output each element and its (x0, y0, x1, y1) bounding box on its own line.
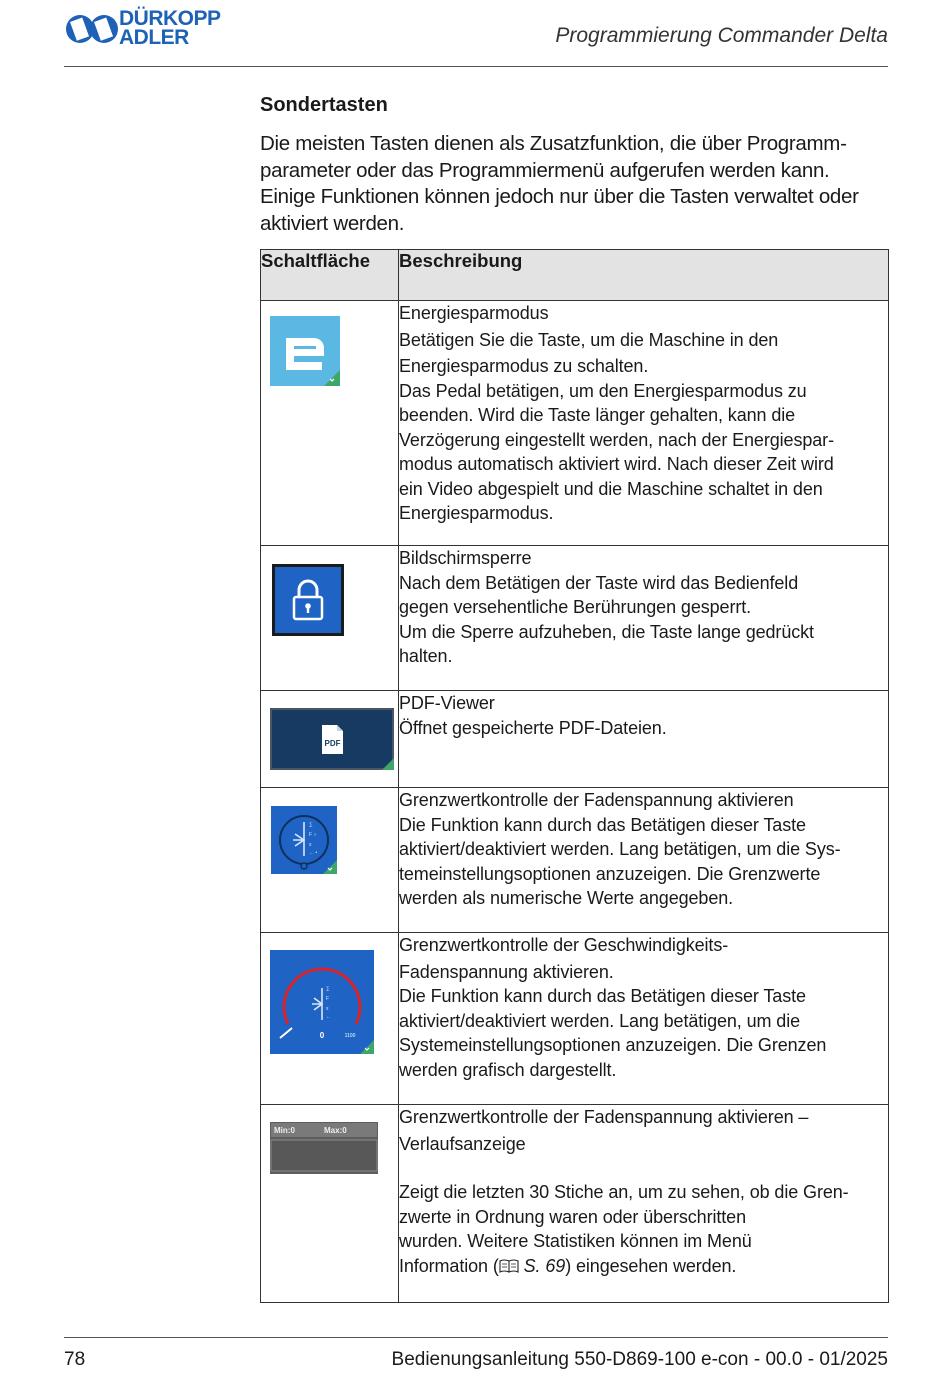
svg-text:← •: ← • (309, 850, 318, 856)
manual-reference: Bedienungsanleitung 550-D869-100 e-con - 00.0 - 01/2025 (391, 1349, 888, 1370)
function-name: Grenzwertkontrolle der Fadenspannung aktivieren – (399, 1107, 809, 1127)
description-line: halten. (399, 646, 453, 666)
column-header-description: Beschreibung (399, 250, 889, 301)
svg-text:F: F (326, 996, 330, 1002)
description-cell (399, 1105, 889, 1303)
logo-line1: DÜRKOPP (119, 7, 221, 30)
icon-cell (261, 933, 399, 1105)
description-line: beenden. Wird die Taste länger gehalten, kann die (399, 405, 796, 425)
thread-tension-limit-icon (271, 806, 337, 874)
spacer (399, 1156, 888, 1180)
icon-cell (261, 691, 399, 788)
description-line: werden grafisch dargestellt. (399, 1059, 617, 1080)
history-max-label: Max:0 (324, 1126, 347, 1135)
gauge-min-label: 0 (319, 1031, 325, 1040)
description-line: temeinstellungsoptionen anzuzeigen. Die Grenzwerte (399, 863, 821, 884)
description-line: Das Pedal betätigen, um den Energiesparmodus zu (399, 380, 807, 401)
description-line: werden als numerische Werte angegeben. (399, 888, 734, 908)
function-name: Grenzwertkontrolle der Geschwindigkeits- (399, 935, 729, 955)
svg-text:←: ← (326, 1014, 331, 1020)
function-name: Grenzwertkontrolle der Fadenspannung aktivieren (399, 790, 794, 810)
table-row (261, 933, 889, 1105)
description-line: wurden. Weitere Statistiken können im Menü (399, 1231, 752, 1251)
header-divider (64, 66, 888, 67)
intro-line: aktiviert werden. (260, 211, 405, 235)
icon-cell (261, 546, 399, 691)
description-line: Die Funktion kann durch das Betätigen dieser Taste (399, 986, 806, 1006)
description-cell (399, 788, 889, 933)
description-line: gegen versehentliche Berührungen gesperrt. (399, 597, 752, 617)
description-line: Um die Sperre aufzuheben, die Taste lange gedrückt (399, 621, 814, 642)
description-line: aktiviert/deaktiviert werden. Lang betätigen, um die (399, 1010, 801, 1031)
description-cell (399, 546, 889, 691)
description-cell (399, 933, 889, 1105)
icon-cell (261, 1105, 399, 1303)
function-name: PDF-Viewer (399, 693, 495, 713)
special-keys-table (260, 249, 889, 1303)
description-line: zwerte in Ordnung waren oder überschritten (399, 1206, 746, 1227)
page-number: 78 (64, 1349, 86, 1370)
table-row (261, 691, 889, 788)
intro-line: Die meisten Tasten dienen als Zusatzfunktion, die über Programm- (260, 132, 847, 155)
ref-prefix: Information ( (399, 1255, 499, 1276)
description-line: Öffnet gespeicherte PDF-Dateien. (399, 717, 667, 738)
footer-divider (64, 1337, 888, 1338)
speed-thread-tension-gauge-icon (270, 950, 374, 1054)
screen-lock-icon (272, 564, 344, 636)
pdf-viewer-icon (270, 708, 394, 770)
function-name: Energiesparmodus (399, 303, 549, 323)
table-row (261, 546, 889, 691)
description-line: Energiesparmodus zu schalten. (399, 356, 649, 376)
history-display-icon (270, 1122, 378, 1174)
svg-text:F ○: F ○ (309, 832, 317, 838)
function-name-cont: Verlaufsanzeige (399, 1133, 526, 1154)
intro-line: parameter oder das Programmiermenü aufgerufen werden kann. (260, 158, 830, 182)
description-line: Energiesparmodus. (399, 503, 554, 523)
page-reference-link[interactable]: S. 69 (518, 1255, 566, 1276)
logo-text (119, 9, 221, 47)
description-line: modus automatisch aktiviert wird. Nach dieser Zeit wird (399, 454, 834, 474)
description-line: ein Video abgespielt und die Maschine schaltet in den (399, 478, 823, 499)
gauge-max-label: 1100 (344, 1033, 356, 1039)
column-header-button: Schaltfläche (261, 250, 399, 301)
section-title: Sondertasten (260, 94, 388, 116)
description-cell (399, 691, 889, 788)
description-line: Die Funktion kann durch das Betätigen dieser Taste (399, 814, 806, 835)
svg-text:∑: ∑ (326, 986, 330, 992)
description-line (399, 1254, 888, 1279)
logo-line2: ADLER (119, 26, 189, 49)
book-icon (499, 1259, 519, 1273)
header-title: Programmierung Commander Delta (555, 24, 888, 47)
history-min-label: Min:0 (274, 1126, 295, 1135)
svg-text:∑: ∑ (309, 822, 313, 828)
description-line: Verzögerung eingestellt werden, nach der Energiespar- (399, 429, 834, 450)
intro-line: Einige Funktionen können jedoch nur über die Tasten verwaltet oder (260, 185, 859, 208)
table-header-row (261, 250, 889, 301)
description-cell (399, 301, 889, 546)
description-line: Zeigt die letzten 30 Stiche an, um zu sehen, ob die Gren- (399, 1182, 849, 1202)
svg-text:x: x (326, 1006, 329, 1012)
description-line: Betätigen Sie die Taste, um die Maschine in den (399, 329, 779, 350)
description-line: Nach dem Betätigen der Taste wird das Bedienfeld (399, 572, 799, 593)
description-line: Systemeinstellungsoptionen anzuzeigen. Die Grenzen (399, 1035, 827, 1055)
table-row (261, 301, 889, 546)
function-name: Bildschirmsperre (399, 548, 532, 568)
pdf-label: PDF (324, 739, 341, 748)
table-row (261, 1105, 889, 1303)
ref-suffix: ) eingesehen werden. (565, 1255, 737, 1276)
icon-cell (261, 301, 399, 546)
description-line: aktiviert/deaktiviert werden. Lang betätigen, um die Sys- (399, 839, 841, 859)
energy-save-icon (270, 316, 340, 386)
intro-paragraph (260, 131, 900, 237)
table-row (261, 788, 889, 933)
function-name-cont: Fadenspannung aktivieren. (399, 961, 614, 982)
svg-text:x: x (309, 842, 312, 848)
icon-cell (261, 788, 399, 933)
